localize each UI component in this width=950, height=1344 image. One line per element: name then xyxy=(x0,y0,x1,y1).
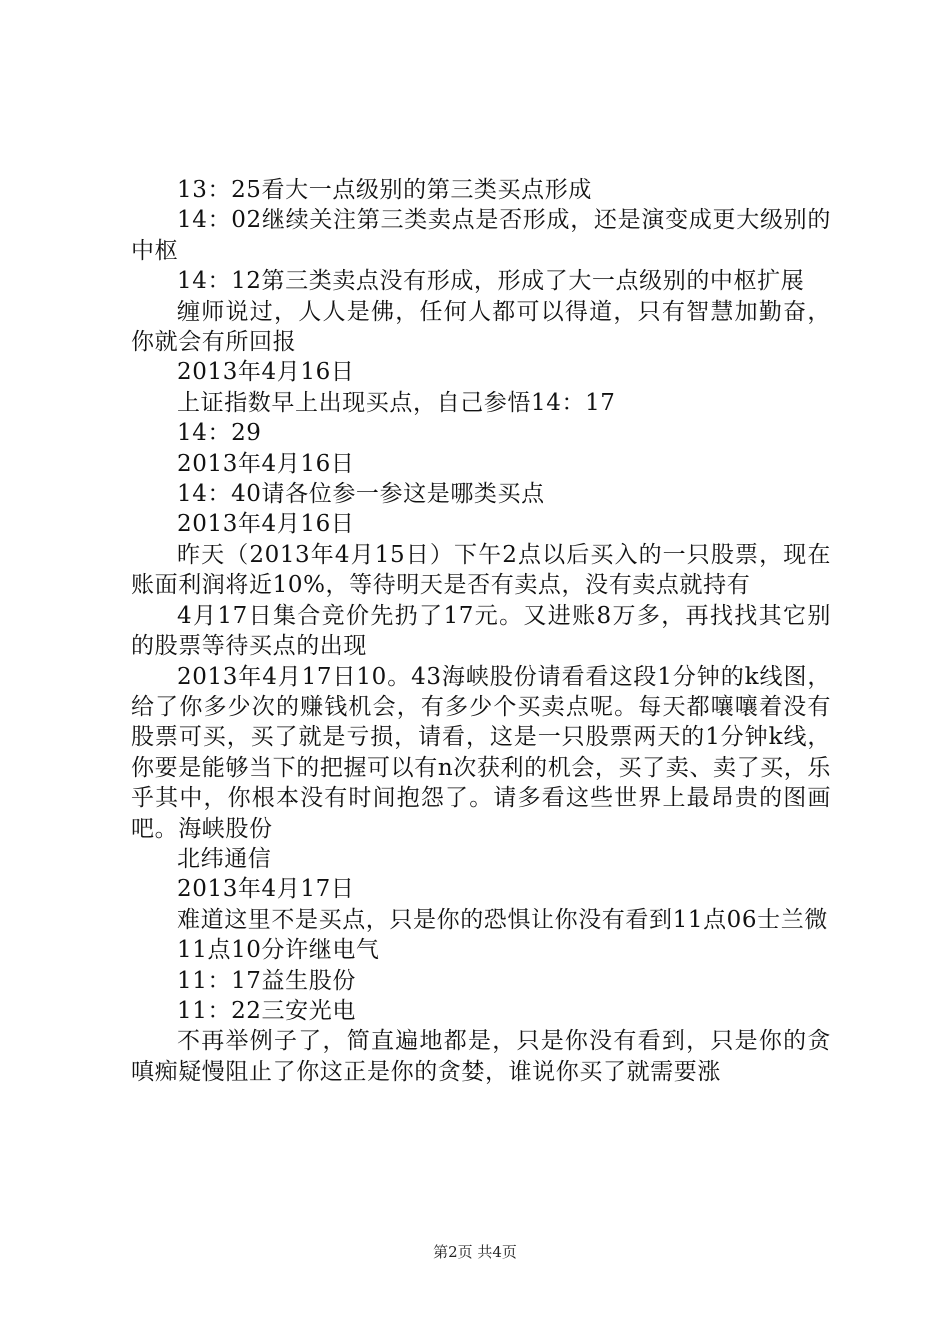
paragraph-date: 2013年4月17日 xyxy=(177,876,355,903)
paragraph-time-1412: 14：12第三类卖点没有形成，形成了大一点级别的中枢扩展 xyxy=(177,268,805,295)
paragraph-time-1402: 14：02继续关注第三类卖点是否形成，还是演变成更大级别的中枢 xyxy=(131,207,831,264)
paragraph-date: 2013年4月16日 xyxy=(177,359,355,386)
paragraph-time-1325: 13：25看大一点级别的第三类买点形成 xyxy=(177,177,592,203)
paragraph-quote: 缠师说过，人人是佛，任何人都可以得道，只有智慧加勤奋，你就会有所回报 xyxy=(131,298,831,356)
paragraph-time-1440: 14：40请各位参一参这是哪类买点 xyxy=(177,481,545,508)
paragraph-shanghai-index: 上证指数早上出现买点，自己参悟14：17 xyxy=(177,389,616,416)
page-number-footer: 第2页 共4页 xyxy=(433,1243,517,1261)
paragraph-beiwei-telecom: 北纬通信 xyxy=(177,845,272,872)
paragraph-april-17-auction: 4月17日集合竞价先扔了17元。又进账8万多，再找找其它别的股票等待买点的出现 xyxy=(131,602,831,660)
paragraph-yisheng-shares: 11：17益生股份 xyxy=(177,967,356,994)
paragraph-conclusion: 不再举例子了，简直遍地都是，只是你没有看到，只是你的贪嗔痴疑慢阻止了你这正是你的贪婪，谁说你买了就需要涨 xyxy=(131,1028,831,1085)
paragraph-yesterday-purchase: 昨天（2013年4月15日）下午2点以后买入的一只股票，现在账面利润将近10%，等待明天是否有卖点，没有卖点就持有 xyxy=(131,541,831,599)
paragraph-buy-point-question: 难道这里不是买点，只是你的恐惧让你没有看到11点06士兰微 xyxy=(177,906,828,933)
paragraph-sanan-optoelectronics: 11：22三安光电 xyxy=(177,997,356,1024)
paragraph-xuji-electric: 11点10分许继电气 xyxy=(177,937,380,964)
document-body xyxy=(131,175,831,1087)
paragraph-date: 2013年4月16日 xyxy=(177,450,355,477)
paragraph-haixia-shares: 2013年4月17日10。43海峡股份请看看这段1分钟的k线图，给了你多少次的赚钱机会，有多少个买卖点呢。每天都嚷嚷着没有股票可买，买了就是亏损，请看，这是一只股票两天的1分钟k线，你要是能够当下的把握可以有n次获利的机会，买了卖、卖了买，乐乎其中，你根本没有时间抱怨了。请多看这些世界上最昂贵的图画吧。海峡股份 xyxy=(131,663,831,842)
paragraph-date: 2013年4月16日 xyxy=(177,511,355,538)
paragraph-time-1429: 14：29 xyxy=(177,420,262,447)
